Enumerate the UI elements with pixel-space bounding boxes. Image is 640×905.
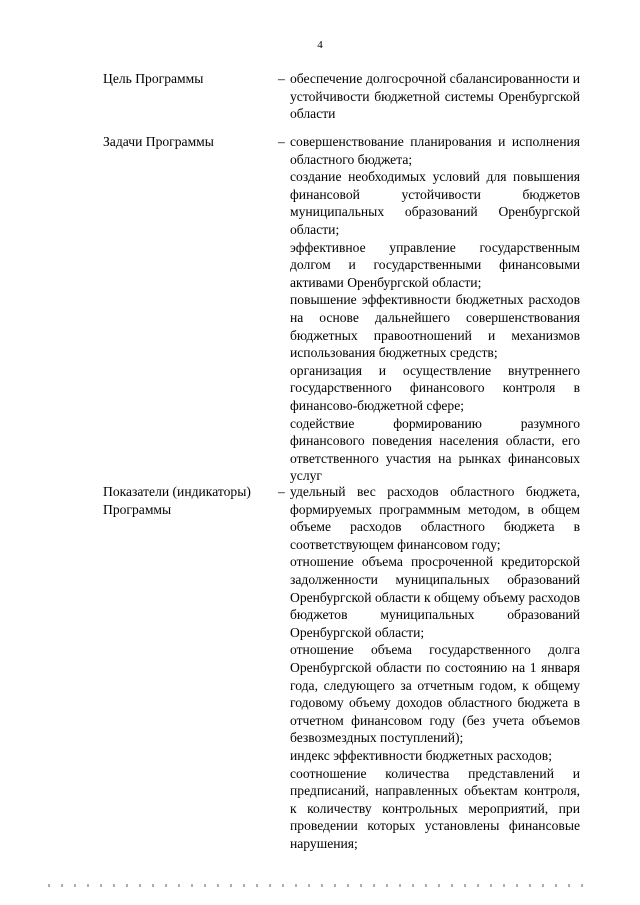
page-number: 4 bbox=[317, 39, 323, 51]
paragraph: отношение объема просроченной кредиторской задолженности муниципальных образований Оренбургской области к общему объему расходов бюджетов муниципальных образований Оренбургской области; bbox=[290, 554, 580, 640]
scan-artifact-line bbox=[48, 884, 588, 887]
section-label-goal: Цель Программы bbox=[103, 71, 204, 86]
paragraph: создание необходимых условий для повышения финансовой устойчивости бюджетов муниципальных образований Оренбургской области; bbox=[290, 169, 580, 237]
paragraph: содействие формированию разумного финансового поведения населения области, его ответственного участия на рынках финансовых услуг bbox=[290, 415, 580, 484]
paragraph: организация и осуществление внутреннего государственного финансового контроля в финансово-бюджетной сфере; bbox=[290, 362, 580, 413]
paragraph: отношение объема государственного долга Оренбургской области по состоянию на 1 января года, следующего за отчетным годом, к общему годовому объему доходов областного бюджета в отчетном финансовом году (без учета объемов безвозмездных поступлений); bbox=[290, 642, 580, 746]
paragraph: эффективное управление государственным долгом и государственными финансовыми активами Оренбургской области; bbox=[290, 239, 580, 290]
paragraph: индекс эффективности бюджетных расходов; bbox=[290, 747, 553, 763]
section-dash: – bbox=[278, 134, 285, 149]
section-content-indicators bbox=[290, 483, 580, 852]
paragraph: соотношение количества представлений и предписаний, направленных объектам контроля, к количеству контрольных мероприятий, при проведении которых установлены финансовые нарушения; bbox=[290, 765, 580, 851]
paragraph: обеспечение долгосрочной сбалансированности и устойчивости бюджетной системы Оренбургской области bbox=[290, 71, 580, 122]
paragraph: повышение эффективности бюджетных расходов на основе дальнейшего совершенствования бюджетных правоотношений и механизмов использования бюджетных средств; bbox=[290, 292, 580, 361]
paragraph: удельный вес расходов областного бюджета, формируемых программным методом, в общем объеме расходов областного бюджета в соответствующем финансовом году; bbox=[290, 484, 580, 552]
paragraph: совершенствование планирования и исполнения областного бюджета; bbox=[290, 134, 580, 167]
section-dash: – bbox=[278, 71, 285, 86]
section-label-tasks: Задачи Программы bbox=[103, 134, 214, 149]
section-dash: – bbox=[278, 484, 285, 499]
section-content-tasks bbox=[290, 133, 580, 485]
section-label-indicators: Показатели (индикаторы) Программы bbox=[103, 484, 251, 517]
section-content-goal bbox=[290, 70, 580, 123]
